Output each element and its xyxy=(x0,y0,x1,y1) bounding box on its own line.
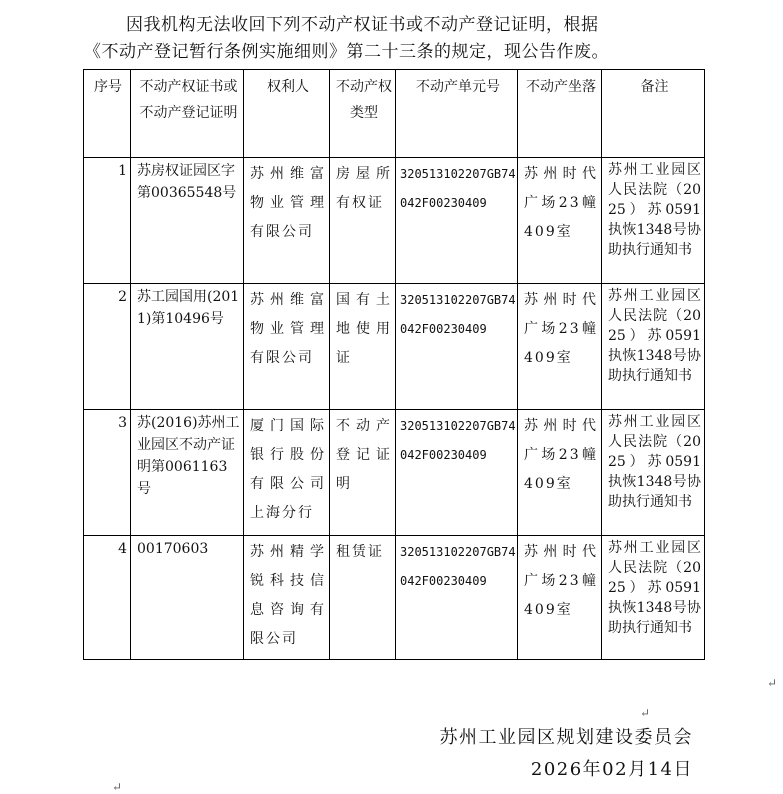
location: 苏州时代广场23幢409室 xyxy=(518,536,602,660)
header-cell: 权利人 xyxy=(244,70,330,158)
unit-number: 320513102207GB74042F00230409 xyxy=(396,158,518,284)
table-row xyxy=(84,284,705,410)
cert-number: 苏工园国用(2011)第10496号 xyxy=(131,284,244,410)
table-header-row xyxy=(84,70,705,158)
right-type: 租赁证 xyxy=(330,536,396,660)
certificate-table xyxy=(83,69,705,660)
announcement-intro xyxy=(84,12,728,66)
note: 苏州工业园区人民法院（2025）苏0591执恢1348号协助执行通知书 xyxy=(602,410,705,536)
table-row xyxy=(84,410,705,536)
location: 苏州时代广场23幢409室 xyxy=(518,410,602,536)
note: 苏州工业园区人民法院（2025）苏0591执恢1348号协助执行通知书 xyxy=(602,284,705,410)
header-cell: 不动产权类型 xyxy=(330,70,396,158)
right-holder: 苏州维富物业管理有限公司 xyxy=(244,158,330,284)
signature-block xyxy=(440,722,694,786)
unit-number: 320513102207GB74042F00230409 xyxy=(396,536,518,660)
row-number: 3 xyxy=(84,410,131,536)
paragraph-mark-icon: ↵ xyxy=(767,676,778,690)
note: 苏州工业园区人民法院（2025）苏0591执恢1348号协助执行通知书 xyxy=(602,158,705,284)
cert-number: 00170603 xyxy=(131,536,244,660)
unit-number: 320513102207GB74042F00230409 xyxy=(396,410,518,536)
signing-date: 2026年02月14日 xyxy=(530,759,693,780)
unit-number: 320513102207GB74042F00230409 xyxy=(396,284,518,410)
right-holder: 苏州精学锐科技信息咨询有限公司 xyxy=(244,536,330,660)
right-type: 不动产登记证明 xyxy=(330,410,396,536)
location: 苏州时代广场23幢409室 xyxy=(518,158,602,284)
row-number: 1 xyxy=(84,158,131,284)
paragraph-mark-icon: ↵ xyxy=(640,706,651,720)
right-holder: 厦门国际银行股份有限公司上海分行 xyxy=(244,410,330,536)
right-type: 房屋所有权证 xyxy=(330,158,396,284)
header-cell: 不动产权证书或不动产登记证明 xyxy=(131,70,244,158)
intro-line-2: 《不动产登记暂行条例实施细则》第二十三条的规定，现公告作废。 xyxy=(84,42,609,62)
table-row xyxy=(84,158,705,284)
intro-line-1: 因我机构无法收回下列不动产权证书或不动产登记证明，根据 xyxy=(126,15,599,35)
header-cell: 序号 xyxy=(84,70,131,158)
cert-number: 苏(2016)苏州工业园区不动产证明第0061163号 xyxy=(131,410,244,536)
signing-organization: 苏州工业园区规划建设委员会 xyxy=(439,727,693,748)
header-cell: 备注 xyxy=(602,70,705,158)
location: 苏州时代广场23幢409室 xyxy=(518,284,602,410)
note: 苏州工业园区人民法院（2025）苏0591执恢1348号协助执行通知书 xyxy=(602,536,705,660)
header-cell: 不动产坐落 xyxy=(518,70,602,158)
row-number: 2 xyxy=(84,284,131,410)
row-number: 4 xyxy=(84,536,131,660)
paragraph-mark-icon: ↵ xyxy=(112,780,123,794)
right-type: 国有土地使用证 xyxy=(330,284,396,410)
right-holder: 苏州维富物业管理有限公司 xyxy=(244,284,330,410)
header-cell: 不动产单元号 xyxy=(396,70,518,158)
cert-number: 苏房权证园区字第00365548号 xyxy=(131,158,244,284)
table-row xyxy=(84,536,705,660)
